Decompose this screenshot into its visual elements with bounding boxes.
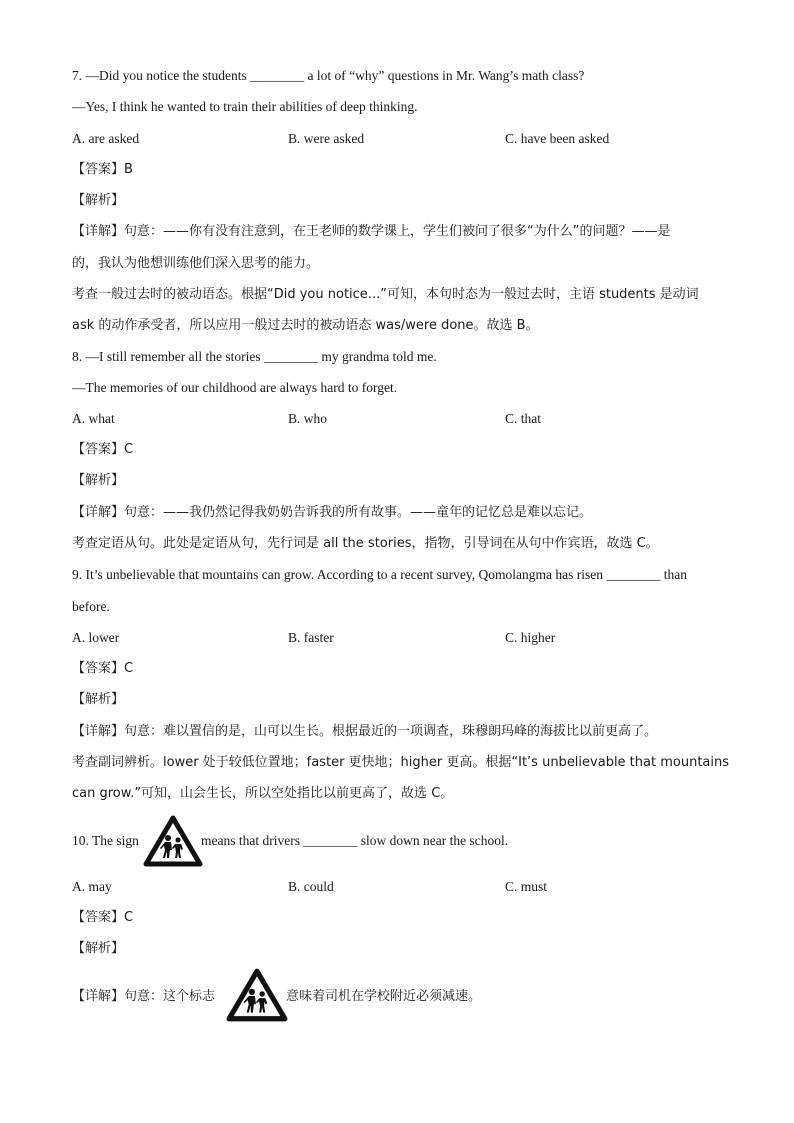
q10-question-post: means that drivers ________ slow down near the school. [201,833,509,848]
q9-question-line-2: before. [72,599,110,614]
q9-detail-line-2: 考查副词辨析。lower 处于较低位置地；faster 更快地；higher 更高。根据“It’s unbelievable that mountains [72,755,730,770]
q7-option-a: A. are asked [72,131,140,146]
q10-question-pre: 10. The sign [72,833,139,848]
q8-answer: 【答案】C [72,442,134,457]
q8-analysis-heading: 【解析】 [72,473,125,488]
q10-option-a: A. may [72,879,112,894]
q7-analysis-heading: 【解析】 [72,193,125,208]
q10-analysis-heading: 【解析】 [72,941,125,956]
q9-analysis-heading: 【解析】 [72,692,125,707]
q7-detail-line-4: ask 的动作承受者，所以应用一般过去时的被动语态 was/were done。故选 B。 [72,318,539,333]
q7-answer: 【答案】B [72,162,133,177]
q10-option-c: C. must [505,879,548,894]
q7-reply: —Yes, I think he wanted to train their abilities of deep thinking. [72,99,418,114]
q9-answer: 【答案】C [72,661,134,676]
q10-detail-pre: 【详解】句意：这个标志 [72,989,216,1004]
q8-reply: —The memories of our childhood are always hard to forget. [72,380,398,395]
q8-detail-line-2: 考查定语从句。此处是定语从句，先行词是 all the stories，指物，引导词在从句中作宾语，故选 C。 [72,536,659,551]
q10-detail-post: 意味着司机在学校附近必须减速。 [286,989,482,1004]
q8-question: 8. —I still remember all the stories ________ my grandma told me. [72,349,437,364]
q7-option-c: C. have been asked [505,131,610,146]
q8-option-b: B. who [288,411,328,426]
q7-question: 7. —Did you notice the students ________ a lot of “why” questions in Mr. Wang’s math class? [72,68,585,83]
q9-option-a: A. lower [72,630,120,645]
q7-detail-line-3: 考查一般过去时的被动语态。根据“Did you notice...”可知，本句时态为一般过去时，主语 students 是动词 [72,287,699,302]
q8-option-c: C. that [505,411,541,426]
school-crossing-sign-icon-detail [226,968,288,1027]
q9-detail-line-1: 【详解】句意：难以置信的是，山可以生长。根据最近的一项调查，珠穆朗玛峰的海拔比以前更高了。 [72,724,658,739]
q9-option-c: C. higher [505,630,556,645]
q7-detail-line-1: 【详解】句意：——你有没有注意到，在王老师的数学课上，学生们被问了很多“为什么”的问题？——是 [72,224,671,239]
q9-detail-line-3: can grow.”可知，山会生长，所以空处指比以前更高了，故选 C。 [72,786,454,801]
school-crossing-sign-icon [143,815,203,872]
q9-option-b: B. faster [288,630,334,645]
q10-answer: 【答案】C [72,910,134,925]
q7-option-b: B. were asked [288,131,365,146]
q8-option-a: A. what [72,411,115,426]
q10-option-b: B. could [288,879,334,894]
q9-question-line-1: 9. It’s unbelievable that mountains can grow. According to a recent survey, Qomolangma has risen ________ than [72,567,687,582]
q8-detail-line-1: 【详解】句意：——我仍然记得我奶奶告诉我的所有故事。——童年的记忆总是难以忘记。 [72,505,593,520]
q7-detail-line-2: 的，我认为他想训练他们深入思考的能力。 [72,256,320,271]
